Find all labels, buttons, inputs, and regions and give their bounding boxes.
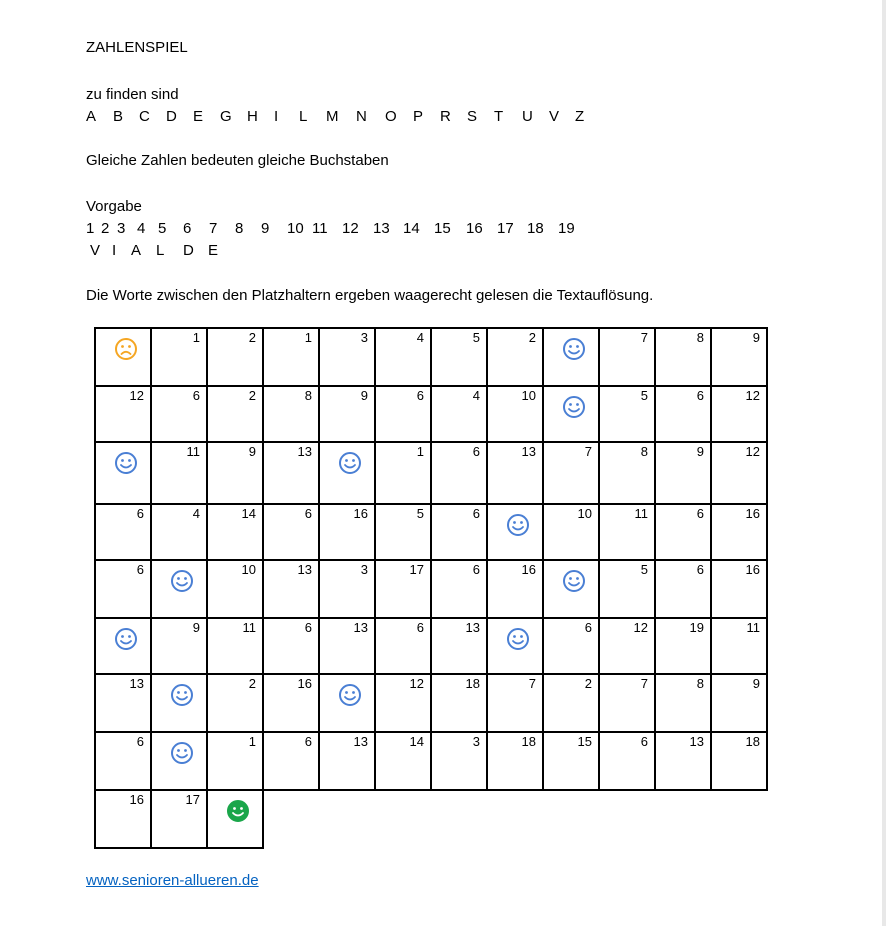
letter-item: M [326,108,339,125]
grid-cell [710,559,768,619]
grid-cell [262,503,320,561]
grid-cell [542,559,600,619]
cell-number: 6 [416,388,424,403]
cell-number: 10 [577,506,592,521]
cell-number: 9 [192,620,200,635]
cell-number: 13 [297,444,312,459]
grid-cell [150,617,208,675]
grid-cell [206,559,264,619]
cell-number: 11 [634,506,648,521]
cell-number: 7 [640,330,648,345]
grid-cell [94,327,152,387]
grid-cell [94,503,152,561]
cell-number: 6 [304,734,312,749]
grid-cell [374,503,432,561]
grid-cell [542,385,600,443]
grid-cell [262,731,320,791]
given-letter: V [90,242,101,259]
cell-number: 16 [521,562,536,577]
grid-cell [486,441,544,505]
grid-cell [486,327,544,387]
cell-number: 9 [360,388,368,403]
grid-cell [318,559,376,619]
grid-cell [710,731,768,791]
given-letters-row [86,242,286,260]
cell-number: 2 [528,330,536,345]
grid-cell [598,503,656,561]
cell-number: 8 [640,444,648,459]
grid-cell [374,385,432,443]
cell-number: 6 [696,388,704,403]
cell-number: 6 [472,444,480,459]
grid-cell [150,789,208,849]
cell-number: 6 [472,506,480,521]
grid-cell [710,617,768,675]
cell-number: 15 [577,734,592,749]
grid-cell [486,617,544,675]
grid-cell [94,731,152,791]
cell-number: 4 [472,388,480,403]
cell-number: 18 [745,734,760,749]
grid-cell [542,503,600,561]
grid-cell [486,731,544,791]
grid-cell [486,503,544,561]
grid-cell [654,617,712,675]
cell-number: 1 [416,444,424,459]
cell-number: 13 [465,620,480,635]
website-link[interactable]: www.senioren-allueren.de [86,872,259,889]
cell-number: 12 [745,388,760,403]
grid-cell [206,731,264,791]
cell-number: 9 [696,444,704,459]
cell-number: 2 [248,388,256,403]
letter-item: C [139,108,150,125]
letter-item: O [385,108,397,125]
grid-cell [150,731,208,791]
given-number: 2 [101,220,110,237]
cell-number: 5 [416,506,424,521]
grid-cell [654,559,712,619]
cell-number: 6 [136,734,144,749]
grid-cell [598,559,656,619]
cell-number: 6 [584,620,592,635]
given-number: 14 [403,220,420,237]
cell-number: 13 [353,620,368,635]
grid-cell [542,673,600,733]
grid-cell [150,503,208,561]
cell-number: 5 [640,562,648,577]
cell-number: 16 [353,506,368,521]
cell-number: 7 [584,444,592,459]
cell-number: 2 [248,330,256,345]
grid-cell [430,503,488,561]
cell-number: 13 [521,444,536,459]
puzzle-grid [94,327,768,847]
cell-number: 14 [241,506,256,521]
given-letter: E [208,242,219,259]
cell-number: 6 [304,620,312,635]
grid-cell [486,559,544,619]
grid-cell [710,503,768,561]
given-number: 11 [312,220,328,237]
cell-number: 5 [640,388,648,403]
given-number: 6 [183,220,192,237]
letter-item: P [413,108,424,125]
letter-item: D [166,108,177,125]
grid-cell [542,731,600,791]
cell-number: 2 [248,676,256,691]
grid-cell [654,731,712,791]
grid-cell [598,673,656,733]
cell-number: 6 [136,506,144,521]
cell-number: 6 [304,506,312,521]
grid-cell [262,617,320,675]
grid-cell [710,385,768,443]
given-number: 19 [558,220,575,237]
grid-cell [318,385,376,443]
cell-number: 6 [136,562,144,577]
given-number: 18 [527,220,544,237]
grid-cell [374,617,432,675]
letter-item: T [494,108,504,125]
letter-item: U [522,108,533,125]
cell-number: 8 [696,676,704,691]
find-label: zu finden sind [86,86,179,103]
grid-cell [262,441,320,505]
cell-number: 1 [304,330,312,345]
grid-cell [94,559,152,619]
cell-number: 12 [633,620,648,635]
grid-cell [430,731,488,791]
given-letter: D [183,242,194,259]
cell-number: 16 [297,676,312,691]
grid-cell [206,385,264,443]
cell-number: 18 [521,734,536,749]
cell-number: 1 [192,330,200,345]
grid-cell [374,327,432,387]
grid-cell [150,559,208,619]
grid-cell [710,441,768,505]
given-number: 12 [342,220,359,237]
given-letter: L [156,242,165,259]
grid-cell [598,327,656,387]
grid-cell [654,673,712,733]
cell-number: 6 [696,506,704,521]
given-number: 9 [261,220,270,237]
grid-cell [542,327,600,387]
grid-cell [542,617,600,675]
cell-number: 3 [360,562,368,577]
grid-cell [710,327,768,387]
grid-cell [206,441,264,505]
letters-row [86,108,606,126]
cell-number: 5 [472,330,480,345]
grid-cell [318,617,376,675]
page-edge [882,0,886,926]
grid-cell [262,385,320,443]
grid-cell [262,327,320,387]
grid-cell [318,731,376,791]
cell-number: 1 [248,734,256,749]
letter-item: R [440,108,451,125]
grid-cell [430,617,488,675]
grid-cell [94,617,152,675]
cell-number: 13 [129,676,144,691]
grid-cell [206,503,264,561]
grid-cell [430,327,488,387]
grid-cell [94,441,152,505]
grid-cell [206,789,264,849]
given-number: 3 [117,220,126,237]
cell-number: 10 [521,388,536,403]
cell-number: 6 [192,388,200,403]
letter-item: E [193,108,204,125]
grid-cell [374,673,432,733]
given-number: 15 [434,220,451,237]
grid-cell [542,441,600,505]
cell-number: 12 [745,444,760,459]
cell-number: 9 [752,676,760,691]
cell-number: 16 [745,506,760,521]
grid-cell [262,673,320,733]
grid-cell [318,327,376,387]
grid-cell [486,385,544,443]
cell-number: 8 [696,330,704,345]
given-letter: A [131,242,142,259]
letter-item: N [356,108,367,125]
cell-number: 16 [745,562,760,577]
given-number: 4 [137,220,146,237]
cell-number: 9 [752,330,760,345]
cell-number: 10 [241,562,256,577]
cell-number: 8 [304,388,312,403]
grid-cell [206,673,264,733]
cell-number: 4 [192,506,200,521]
cell-number: 11 [186,444,200,459]
grid-cell [486,673,544,733]
cell-number: 9 [248,444,256,459]
grid-cell [262,559,320,619]
cell-number: 3 [360,330,368,345]
grid-cell [150,441,208,505]
letter-item: L [299,108,308,125]
grid-cell [94,385,152,443]
cell-number: 7 [528,676,536,691]
grid-cell [430,673,488,733]
cell-number: 11 [746,620,760,635]
letter-item: V [549,108,560,125]
letter-item: G [220,108,232,125]
grid-cell [598,731,656,791]
grid-cell [150,673,208,733]
given-number: 10 [287,220,304,237]
cell-number: 13 [353,734,368,749]
grid-cell [430,559,488,619]
letter-item: Z [575,108,585,125]
letter-item: I [274,108,279,125]
given-label: Vorgabe [86,198,142,215]
given-numbers-row [86,220,626,238]
cell-number: 17 [185,792,200,807]
cell-number: 6 [416,620,424,635]
grid-cell [374,731,432,791]
cell-number: 11 [242,620,256,635]
rule-text: Gleiche Zahlen bedeuten gleiche Buchstaben [86,152,389,169]
given-number: 16 [466,220,483,237]
grid-cell [654,441,712,505]
cell-number: 4 [416,330,424,345]
given-number: 13 [373,220,390,237]
grid-cell [598,385,656,443]
grid-cell [94,789,152,849]
cell-number: 14 [409,734,424,749]
grid-cell [374,559,432,619]
grid-cell [598,441,656,505]
grid-cell [206,617,264,675]
cell-number: 13 [297,562,312,577]
cell-number: 2 [584,676,592,691]
given-number: 7 [209,220,218,237]
cell-number: 3 [472,734,480,749]
grid-cell [94,673,152,733]
given-number: 17 [497,220,514,237]
grid-cell [654,385,712,443]
grid-cell [654,327,712,387]
cell-number: 12 [409,676,424,691]
letter-item: S [467,108,478,125]
grid-cell [206,327,264,387]
letter-item: H [247,108,258,125]
given-letter: I [112,242,117,259]
cell-number: 19 [689,620,704,635]
grid-cell [430,441,488,505]
grid-cell [150,327,208,387]
given-number: 8 [235,220,244,237]
cell-number: 6 [472,562,480,577]
given-number: 5 [158,220,167,237]
given-number: 1 [86,220,95,237]
grid-cell [654,503,712,561]
grid-cell [318,441,376,505]
cell-number: 6 [696,562,704,577]
page-title: ZAHLENSPIEL [86,39,188,56]
cell-number: 18 [465,676,480,691]
cell-number: 6 [640,734,648,749]
instruction-text: Die Worte zwischen den Platzhaltern ergeben waagerecht gelesen die Textauflösung. [86,287,654,304]
grid-cell [430,385,488,443]
cell-number: 12 [129,388,144,403]
grid-cell [150,385,208,443]
grid-cell [710,673,768,733]
cell-number: 17 [409,562,424,577]
grid-cell [598,617,656,675]
cell-number: 7 [640,676,648,691]
letter-item: A [86,108,97,125]
cell-number: 13 [689,734,704,749]
grid-cell [374,441,432,505]
letter-item: B [113,108,124,125]
grid-cell [318,503,376,561]
cell-number: 16 [129,792,144,807]
grid-cell [318,673,376,733]
